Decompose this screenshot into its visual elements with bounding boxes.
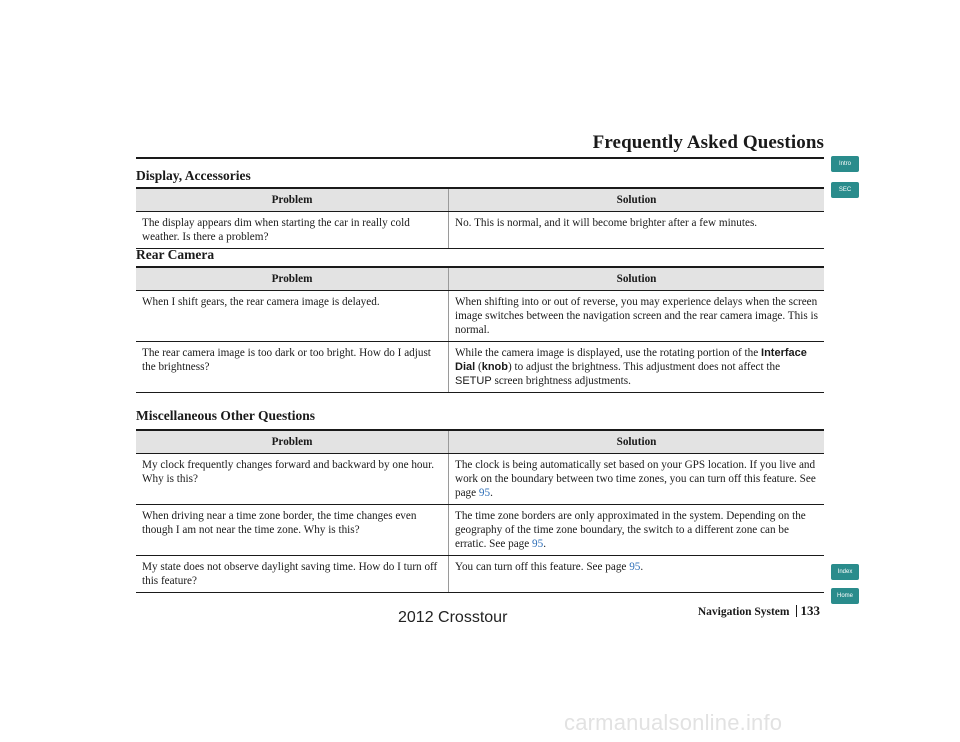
footer-section-name: Navigation System	[697, 606, 790, 618]
table-header-row	[136, 430, 824, 454]
solution-column-header: Solution	[449, 267, 825, 291]
table-row	[136, 454, 824, 505]
problem-column-header: Problem	[136, 188, 449, 212]
solution-column-header: Solution	[449, 430, 825, 454]
table-row	[136, 505, 824, 556]
model-label: 2012 Crosstour	[398, 609, 508, 626]
page-title: Frequently Asked Questions	[592, 132, 824, 153]
problem-column-header: Problem	[136, 430, 449, 454]
table-row	[136, 556, 824, 593]
problem-column-header: Problem	[136, 267, 449, 291]
home-tab[interactable]: Home	[831, 588, 859, 604]
section-heading-misc: Miscellaneous Other Questions	[136, 408, 316, 423]
interface-dial-term: Interface Dial	[455, 347, 807, 373]
faq-table-display	[136, 187, 824, 249]
problem-cell: When driving near a time zone border, the time changes even though I am not near the time zone. Why is this?	[136, 505, 449, 556]
solution-text: screen brightness adjustments.	[491, 375, 631, 387]
solution-text-end: .	[543, 538, 547, 550]
setup-term: SETUP	[455, 375, 492, 387]
problem-cell: The display appears dim when starting the car in really cold weather. Is there a problem?	[136, 212, 449, 249]
solution-text: The time zone borders are only approximated in the system. Depending on the geography of the time zone boundary, the switch to a different zone can be erratic. See page	[455, 510, 806, 550]
footer-separator	[796, 605, 797, 617]
problem-cell: My clock frequently changes forward and backward by one hour. Why is this?	[136, 454, 449, 505]
solution-cell	[449, 454, 825, 505]
solution-text-end: .	[490, 487, 493, 499]
solution-cell: When shifting into or out of reverse, you may experience delays when the screen image switches between the navigation screen and the rear camera image. This is normal.	[449, 291, 825, 342]
table-header-row	[136, 188, 824, 212]
title-divider	[136, 157, 824, 159]
knob-term: knob	[481, 361, 508, 373]
solution-text: While the camera image is displayed, use the rotating portion of the	[455, 347, 762, 359]
table-row	[136, 291, 824, 342]
index-tab[interactable]: Index	[831, 564, 859, 580]
solution-text: ) to adjust the brightness. This adjustment does not affect the	[508, 361, 781, 373]
table-row	[136, 212, 824, 249]
section-heading-camera: Rear Camera	[136, 247, 215, 262]
problem-cell: My state does not observe daylight saving time. How do I turn off this feature?	[136, 556, 449, 593]
solution-cell	[449, 505, 825, 556]
table-row	[136, 342, 824, 393]
solution-cell	[449, 342, 825, 393]
site-watermark: carmanualsonline.info	[564, 710, 783, 735]
solution-column-header: Solution	[449, 188, 825, 212]
problem-cell: When I shift gears, the rear camera image is delayed.	[136, 291, 449, 342]
footer-page-info	[698, 603, 820, 619]
solution-cell	[449, 556, 825, 593]
solution-text: The clock is being automatically set based on your GPS location. If you live and work on the boundary between two time zones, you can turn off this feature. See page	[455, 459, 816, 499]
page-link[interactable]: 95	[629, 561, 641, 573]
table-header-row	[136, 267, 824, 291]
solution-cell: No. This is normal, and it will become brighter after a few minutes.	[449, 212, 825, 249]
faq-table-misc	[136, 429, 824, 593]
problem-cell: The rear camera image is too dark or too bright. How do I adjust the brightness?	[136, 342, 449, 393]
intro-tab[interactable]: Intro	[831, 156, 859, 172]
solution-text: (	[475, 361, 482, 373]
toc-tab[interactable]: SEC	[831, 182, 859, 198]
page-number: 133	[800, 603, 820, 618]
page-link[interactable]: 95	[532, 538, 544, 550]
section-heading-display: Display, Accessories	[136, 168, 251, 183]
solution-text: You can turn off this feature. See page	[455, 561, 630, 573]
solution-text-end: .	[640, 561, 644, 573]
faq-table-camera	[136, 266, 824, 393]
page-link[interactable]: 95	[478, 487, 491, 499]
